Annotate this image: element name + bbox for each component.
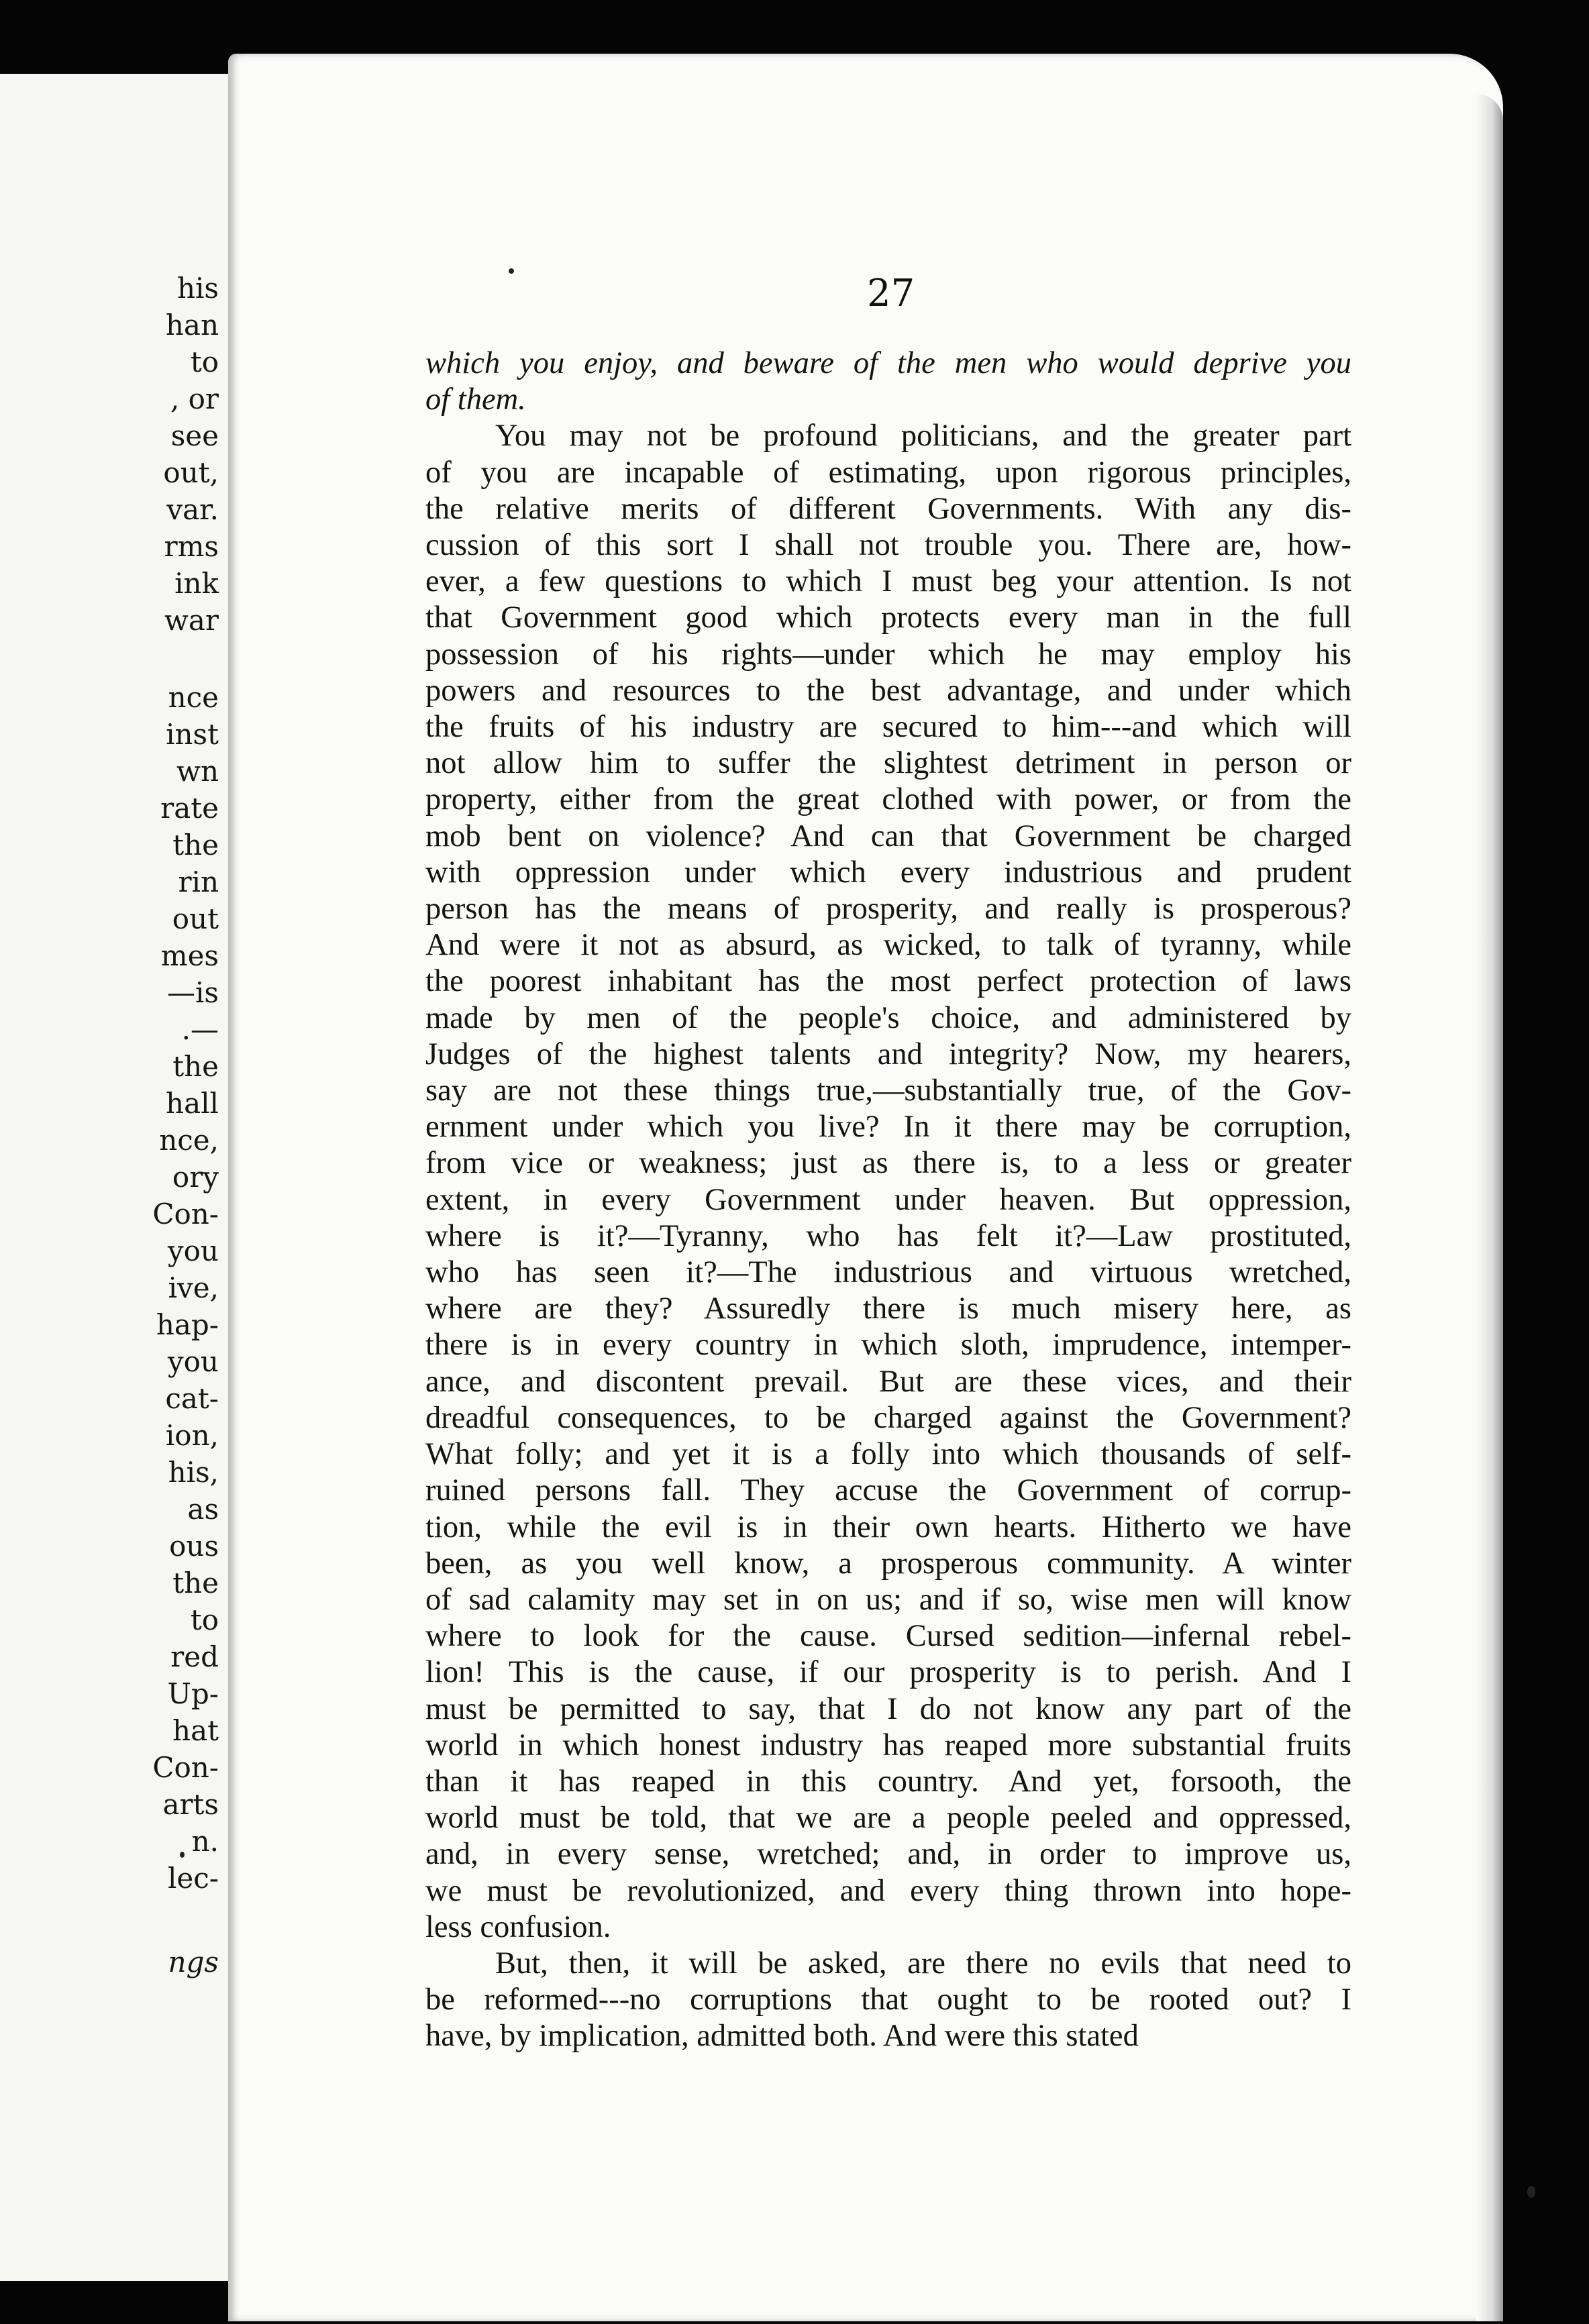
facing-page-fragment: hall <box>166 1087 219 1120</box>
page-edge <box>1476 94 1503 2321</box>
facing-page-fragment: ory <box>172 1161 219 1194</box>
text-line: of you are incapable of estimating, upon rigorous principles, <box>425 455 1351 490</box>
text-line: mob bent on violence? And can that Government be charged <box>425 818 1351 853</box>
text-line: ruined persons fall. They accuse the Government of corrup- <box>425 1473 1351 1508</box>
facing-page-left <box>0 74 240 2281</box>
text-line: property, either from the great clothed with power, or from the <box>425 782 1351 817</box>
text-line: who has seen it?—The industrious and virtuous wretched, <box>425 1255 1351 1290</box>
facing-page-fragment: —is <box>167 976 219 1009</box>
facing-page-fragment: Con- <box>152 1198 219 1230</box>
ink-speck <box>180 1852 185 1858</box>
facing-page-fragment: inst <box>166 718 219 751</box>
facing-page-fragment: nce, <box>159 1124 219 1157</box>
text-line: world in which honest industry has reaped more substantial fruits <box>425 1728 1351 1762</box>
facing-page-fragment: nce <box>168 681 219 714</box>
facing-page-fragment: mes <box>160 939 219 972</box>
facing-page-fragment: his <box>176 272 219 305</box>
text-line: And were it not as absurd, as wicked, to talk of tyranny, while <box>425 928 1351 963</box>
text-line: ance, and discontent prevail. But are these vices, and their <box>425 1364 1351 1399</box>
facing-page-fragment: ngs <box>168 1946 219 1978</box>
facing-page-fragment: n. <box>191 1825 219 1858</box>
text-line: we must be revolutionized, and every thing thrown into hope- <box>425 1873 1351 1908</box>
text-line: powers and resources to the best advantage, and under which <box>425 673 1351 708</box>
facing-page-fragment: out, <box>163 456 219 489</box>
text-line: there is in every country in which sloth, imprudence, intemper- <box>425 1328 1351 1363</box>
facing-page-fragment: see <box>170 419 219 452</box>
text-line: of them. <box>425 382 526 417</box>
text-line: not allow him to suffer the slightest detriment in person or <box>425 746 1351 781</box>
text-line: person has the means of prosperity, and really is prosperous? <box>425 892 1351 927</box>
facing-page-fragment: rate <box>160 792 219 825</box>
facing-page-fragment: rms <box>164 530 219 563</box>
text-line: tion, while the evil is in their own hearts. Hitherto we have <box>425 1510 1351 1544</box>
text-line: ever, a few questions to which I must beg your attention. Is not <box>425 564 1351 599</box>
page-body-text <box>425 346 1351 2055</box>
text-line: lion! This is the cause, if our prosperity is to perish. And I <box>425 1655 1351 1690</box>
facing-page-fragment: , or <box>170 382 219 415</box>
text-line: made by men of the people's choice, and administered by <box>425 1000 1351 1035</box>
text-line: less confusion. <box>425 1909 611 1944</box>
page-number: 27 <box>867 272 915 315</box>
text-line: be reformed---no corruptions that ought to be rooted out? I <box>425 1983 1351 2017</box>
text-line: dreadful consequences, to be charged against the Government? <box>425 1400 1351 1435</box>
facing-page-fragment: his, <box>168 1456 219 1489</box>
text-line: where are they? Assuredly there is much misery here, as <box>425 1291 1351 1326</box>
text-line: Judges of the highest talents and integrity? Now, my hearers, <box>425 1037 1351 1071</box>
text-line: cussion of this sort I shall not trouble you. There are, how- <box>425 528 1351 563</box>
text-line: possession of his rights—under which he may employ his <box>425 637 1351 672</box>
text-line: and, in every sense, wretched; and, in order to improve us, <box>425 1837 1351 1872</box>
text-line: extent, in every Government under heaven. But oppression, <box>425 1182 1351 1217</box>
text-line: But, then, it will be asked, are there no evils that need to <box>495 1946 1351 1980</box>
facing-page-fragment: you <box>167 1345 219 1378</box>
facing-page-fragment: the <box>172 1567 219 1599</box>
ink-speck <box>1527 2186 1535 2198</box>
text-line: with oppression under which every industrious and prudent <box>425 855 1351 890</box>
text-line: where is it?—Tyranny, who has felt it?—Law prostituted, <box>425 1218 1351 1253</box>
facing-page-fragment: wn <box>176 755 219 788</box>
text-line: that Government good which protects every man in the full <box>425 600 1351 635</box>
facing-page-fragment: ous <box>169 1530 219 1563</box>
facing-page-fragment: red <box>170 1640 219 1673</box>
facing-page-fragment: the <box>172 829 219 861</box>
facing-page-fragment: to <box>190 1603 219 1636</box>
facing-page-fragment: as <box>187 1493 219 1526</box>
facing-page-fragment: you <box>167 1234 219 1267</box>
facing-page-fragment: cat- <box>165 1382 219 1415</box>
text-line: from vice or weakness; just as there is, to a less or greater <box>425 1146 1351 1181</box>
facing-page-fragment: arts <box>162 1788 219 1821</box>
facing-page-fragment: the <box>172 1050 219 1083</box>
text-line: What folly; and yet it is a folly into which thousands of self- <box>425 1437 1351 1472</box>
facing-page-fragment: var. <box>166 493 219 526</box>
text-line: have, by implication, admitted both. And were this stated <box>425 2019 1139 2054</box>
text-line: been, as you well know, a prosperous community. A winter <box>425 1546 1351 1581</box>
facing-page-fragment: ive, <box>168 1271 219 1304</box>
facing-page-fragment: lec- <box>167 1862 219 1895</box>
facing-page-fragment: .— <box>181 1013 219 1046</box>
text-line: the poorest inhabitant has the most perfect protection of laws <box>425 964 1351 999</box>
text-line: the fruits of his industry are secured to him---and which will <box>425 710 1351 745</box>
text-line: ernment under which you live? In it there may be corruption, <box>425 1110 1351 1145</box>
text-line: the relative merits of different Governments. With any dis- <box>425 491 1351 526</box>
facing-page-fragment: out <box>172 902 219 935</box>
facing-page-fragment: ink <box>174 567 219 600</box>
text-line: must be permitted to say, that I do not know any part of the <box>425 1691 1351 1726</box>
facing-page-fragment: hat <box>172 1714 219 1747</box>
ink-speck <box>509 268 514 274</box>
text-line: which you enjoy, and beware of the men who would deprive you <box>425 346 1351 380</box>
text-line: say are not these things true,—substantially true, of the Gov- <box>425 1073 1351 1108</box>
facing-page-fragment: han <box>165 309 219 341</box>
facing-page-fragment: to <box>190 346 219 378</box>
facing-page-fragment: ion, <box>165 1419 219 1452</box>
text-line: You may not be profound politicians, and the greater part <box>495 419 1351 454</box>
text-line: world must be told, that we are a people peeled and oppressed, <box>425 1801 1351 1836</box>
facing-page-fragment: hap- <box>156 1308 219 1341</box>
facing-page-fragment: war <box>164 604 219 637</box>
text-line: where to look for the cause. Cursed sedition—infernal rebel- <box>425 1619 1351 1654</box>
facing-page-fragment: Con- <box>152 1751 219 1784</box>
facing-page-fragment: rin <box>178 865 219 898</box>
text-line: than it has reaped in this country. And yet, forsooth, the <box>425 1764 1351 1799</box>
facing-page-fragment: Up- <box>167 1677 219 1710</box>
text-line: of sad calamity may set in on us; and if so, wise men will know <box>425 1582 1351 1617</box>
